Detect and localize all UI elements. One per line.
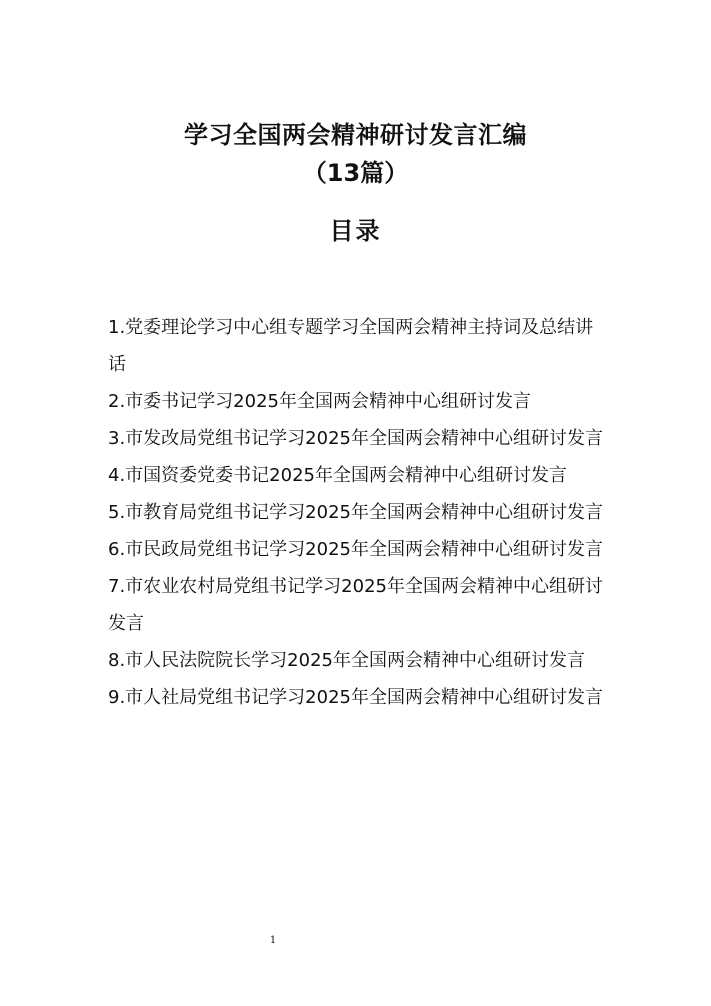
toc-item: 9.市人社局党组书记学习2025年全国两会精神中心组研讨发言 <box>108 687 603 708</box>
table-of-contents <box>108 309 608 716</box>
toc-item: 3.市发改局党组书记学习2025年全国两会精神中心组研讨发言 <box>108 428 603 449</box>
toc-item: 4.市国资委党委书记2025年全国两会精神中心组研讨发言 <box>108 465 567 486</box>
page-number: 1 <box>269 935 277 946</box>
toc-item: 7.市农业农村局党组书记学习2025年全国两会精神中心组研讨发言 <box>108 576 603 634</box>
document-title: 学习全国两会精神研讨发言汇编 <box>184 121 527 149</box>
toc-item: 8.市人民法院院长学习2025年全国两会精神中心组研讨发言 <box>108 650 585 671</box>
toc-item: 5.市教育局党组书记学习2025年全国两会精神中心组研讨发言 <box>108 502 603 523</box>
toc-heading: 目录 <box>329 217 382 245</box>
toc-item: 1.党委理论学习中心组专题学习全国两会精神主持词及总结讲话 <box>108 317 594 375</box>
document-subtitle: （13篇） <box>302 159 409 187</box>
toc-item: 6.市民政局党组书记学习2025年全国两会精神中心组研讨发言 <box>108 539 603 560</box>
toc-item: 2.市委书记学习2025年全国两会精神中心组研讨发言 <box>108 391 531 412</box>
